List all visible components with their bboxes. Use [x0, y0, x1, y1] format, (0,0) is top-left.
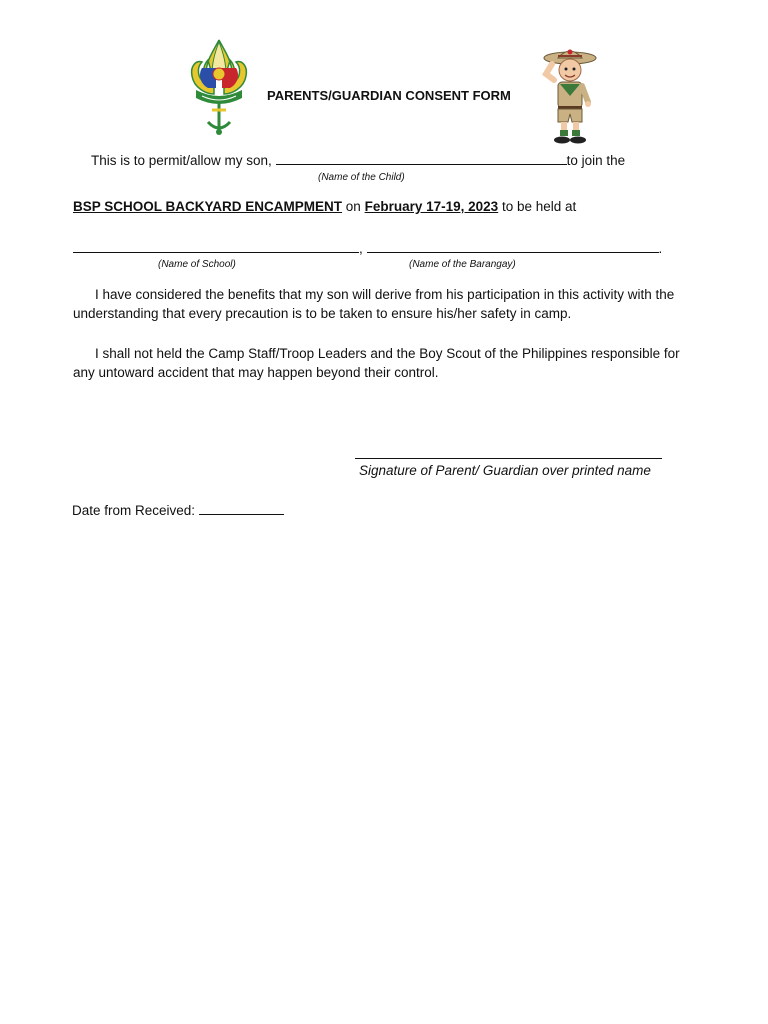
benefits-text: I have considered the benefits that my son will derive from his participation in this activity with the understanding that every precaution is to be taken to ensure his/her safety in camp. — [73, 287, 675, 321]
barangay-caption: (Name of the Barangay) — [409, 259, 516, 270]
location-comma: , — [359, 241, 363, 256]
signature-field[interactable] — [355, 458, 662, 459]
saluting-scout-illustration — [540, 44, 600, 148]
child-name-field[interactable] — [276, 152, 567, 165]
event-name: BSP SCHOOL BACKYARD ENCAMPMENT — [73, 199, 343, 214]
bsp-emblem-logo — [188, 38, 250, 138]
permit-suffix: to join the — [566, 153, 626, 168]
event-suffix: to be held at — [501, 199, 577, 214]
event-date: February 17-19, 2023 — [364, 199, 499, 214]
school-name-field[interactable] — [73, 240, 359, 253]
signature-caption: Signature of Parent/ Guardian over printed name — [359, 463, 651, 478]
barangay-name-field[interactable] — [367, 240, 659, 253]
event-line — [73, 199, 576, 214]
liability-paragraph — [73, 344, 703, 382]
school-caption: (Name of School) — [158, 259, 236, 270]
permit-prefix: This is to permit/allow my son, — [91, 153, 272, 168]
date-received-label: Date from Received: — [72, 503, 196, 518]
form-title: PARENTS/GUARDIAN CONSENT FORM — [267, 88, 511, 103]
permit-line — [91, 152, 625, 168]
benefits-paragraph — [73, 285, 703, 323]
location-period: . — [658, 241, 663, 256]
child-name-caption: (Name of the Child) — [318, 172, 405, 183]
date-received-field[interactable] — [199, 502, 284, 515]
location-line — [73, 240, 662, 256]
event-on: on — [345, 199, 361, 214]
date-received-line — [72, 502, 284, 518]
liability-text: I shall not held the Camp Staff/Troop Leaders and the Boy Scout of the Philippines responsible for any untoward accident that may happen beyond their control. — [73, 346, 680, 380]
